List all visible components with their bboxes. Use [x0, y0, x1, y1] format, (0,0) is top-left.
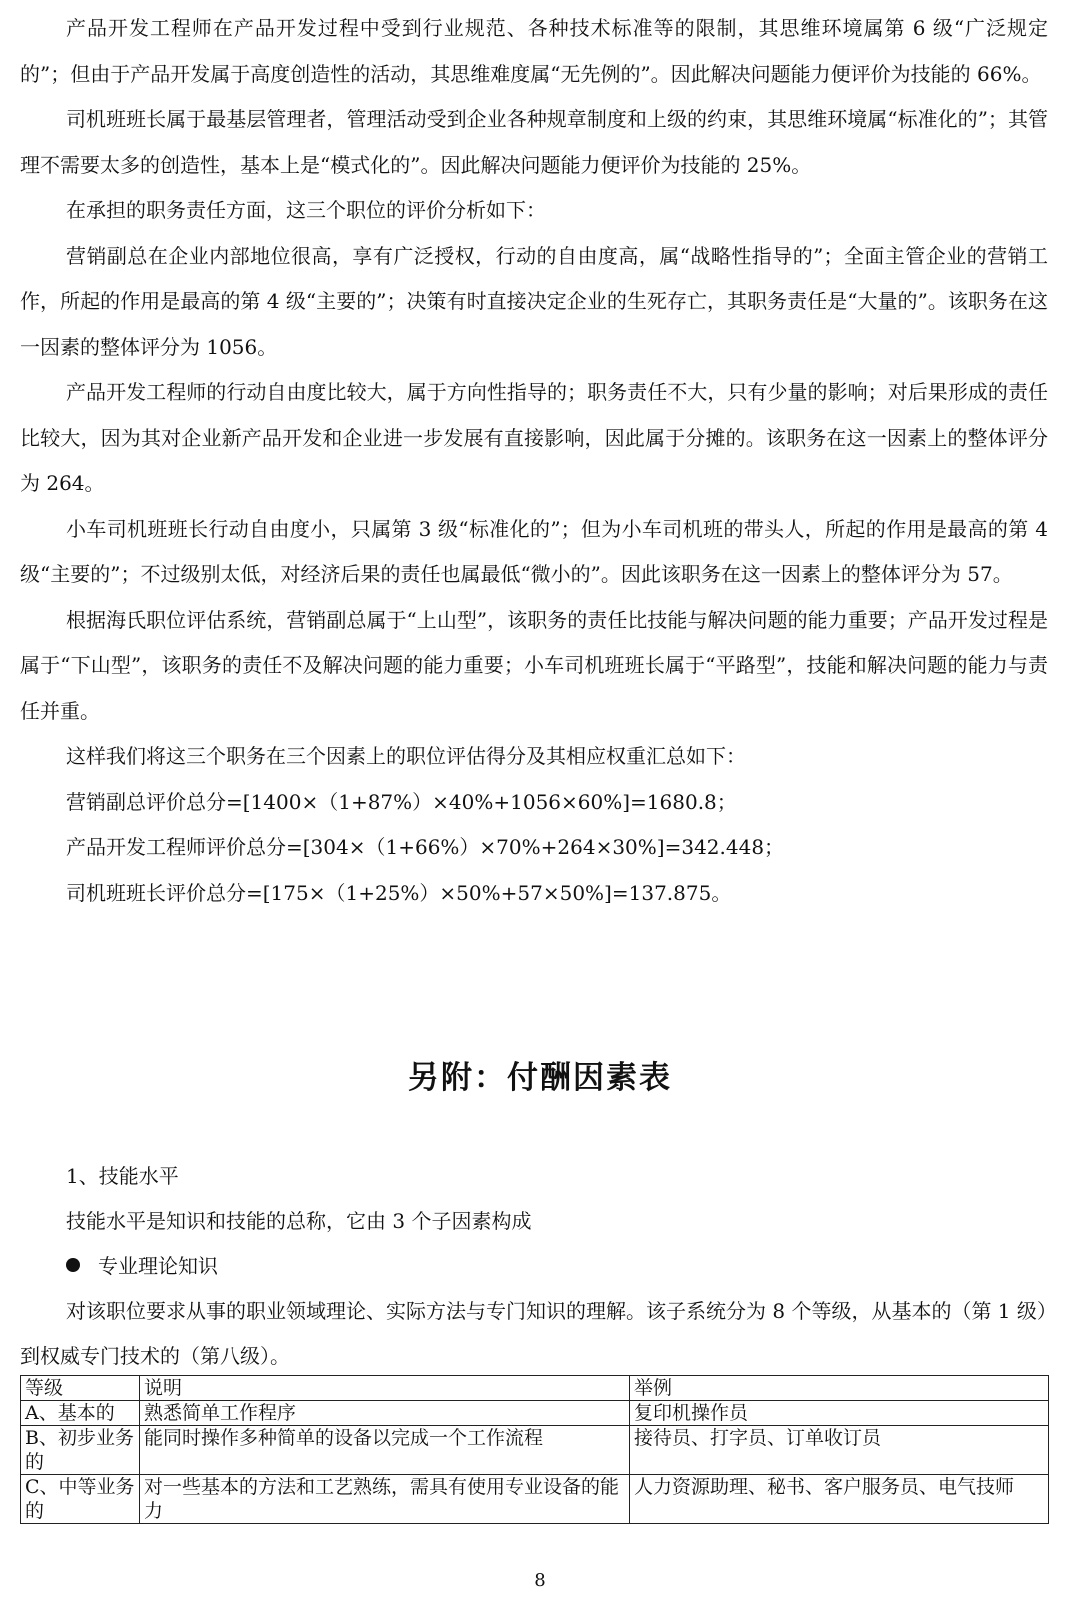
table-cell: 对一些基本的方法和工艺熟练，需具有使用专业设备的能力 — [140, 1475, 630, 1524]
paragraph: 产品开发工程师在产品开发过程中受到行业规范、各种技术标准等的限制，其思维环境属第 6 级“广泛规定的”；但由于产品开发属于高度创造性的活动，其思维难度属“无先例的”。因此解决问题能力便评价为技能的 66%。 — [20, 16, 1048, 86]
paragraph: 根据海氏职位评估系统，营销副总属于“上山型”，该职务的责任比技能与解决问题的能力重要；产品开发过程是属于“下山型”，该职务的责任不及解决问题的能力重要；小车司机班班长属于“平路型”，技能和解决问题的能力与责任并重。 — [20, 607, 1048, 723]
table-cell: C、中等业务的 — [21, 1475, 140, 1524]
table-header-cell: 举例 — [630, 1376, 1049, 1401]
bullet-item — [20, 1244, 1048, 1289]
table-row — [21, 1401, 1049, 1426]
table-header-cell: 说明 — [140, 1376, 630, 1401]
body-text — [20, 6, 1048, 916]
section-title: 另附：付酬因素表 — [408, 1060, 672, 1096]
table-row — [21, 1475, 1049, 1524]
formula-line: 产品开发工程师评价总分=[304×（1+66%）×70%+264×30%]=342.448； — [66, 835, 785, 859]
table-cell: 人力资源助理、秘书、客户服务员、电气技师 — [630, 1475, 1049, 1524]
table-cell: 接待员、打字员、订单收订员 — [630, 1426, 1049, 1475]
subsection — [20, 1154, 1048, 1379]
subsection-description: 对该职位要求从事的职业领域理论、实际方法与专门知识的理解。该子系统分为 8 个等级，从基本的（第 1 级）到权威专门技术的（第八级）。 — [20, 1299, 1047, 1368]
table-cell: 能同时操作多种简单的设备以完成一个工作流程 — [140, 1426, 630, 1475]
table-header-cell: 等级 — [21, 1376, 140, 1401]
table-cell: A、基本的 — [21, 1401, 140, 1426]
page-number: 8 — [534, 1570, 546, 1591]
paragraph: 这样我们将这三个职务在三个因素上的职位评估得分及其相应权重汇总如下： — [66, 744, 746, 768]
formula-line: 营销副总评价总分=[1400×（1+87%）×40%+1056×60%]=1680.8； — [66, 789, 737, 814]
subsection-heading: 1、技能水平 — [66, 1164, 179, 1188]
table-cell: 熟悉简单工作程序 — [140, 1401, 630, 1426]
table-row — [21, 1426, 1049, 1475]
bullet-dot-icon — [66, 1258, 80, 1272]
bullet-text: 专业理论知识 — [98, 1254, 218, 1278]
paragraph: 产品开发工程师的行动自由度比较大，属于方向性指导的；职务责任不大，只有少量的影响；对后果形成的责任比较大，因为其对企业新产品开发和企业进一步发展有直接影响，因此属于分摊的。该职务在这一因素上的整体评分为 264。 — [20, 380, 1048, 495]
table-header-row — [21, 1376, 1049, 1401]
paragraph: 营销副总在企业内部地位很高，享有广泛授权，行动的自由度高，属“战略性指导的”；全面主管企业的营销工作，所起的作用是最高的第 4 级“主要的”；决策有时直接决定企业的生死存亡，其职务责任是“大量的”。该职务在这一因素的整体评分为 1056。 — [20, 243, 1048, 359]
table-cell: B、初步业务的 — [21, 1426, 140, 1475]
formula-line: 司机班班长评价总分=[175×（1+25%）×50%+57×50%]=137.875。 — [66, 880, 732, 905]
paragraph: 小车司机班班长行动自由度小，只属第 3 级“标准化的”；但为小车司机班的带头人，所起的作用是最高的第 4 级“主要的”；不过级别太低，对经济后果的责任也属最低“微小的”。因此该职务在这一因素上的整体评分为 57。 — [20, 516, 1048, 586]
paragraph: 司机班班长属于最基层管理者，管理活动受到企业各种规章制度和上级的约束，其思维环境属“标准化的”；其管理不需要太多的创造性，基本上是“模式化的”。因此解决问题能力便评价为技能的 25%。 — [20, 107, 1048, 177]
subsection-intro: 技能水平是知识和技能的总称，它由 3 个子因素构成 — [66, 1209, 532, 1233]
factor-table — [20, 1375, 1049, 1524]
paragraph: 在承担的职务责任方面，这三个职位的评价分析如下： — [66, 198, 546, 222]
table-cell: 复印机操作员 — [630, 1401, 1049, 1426]
